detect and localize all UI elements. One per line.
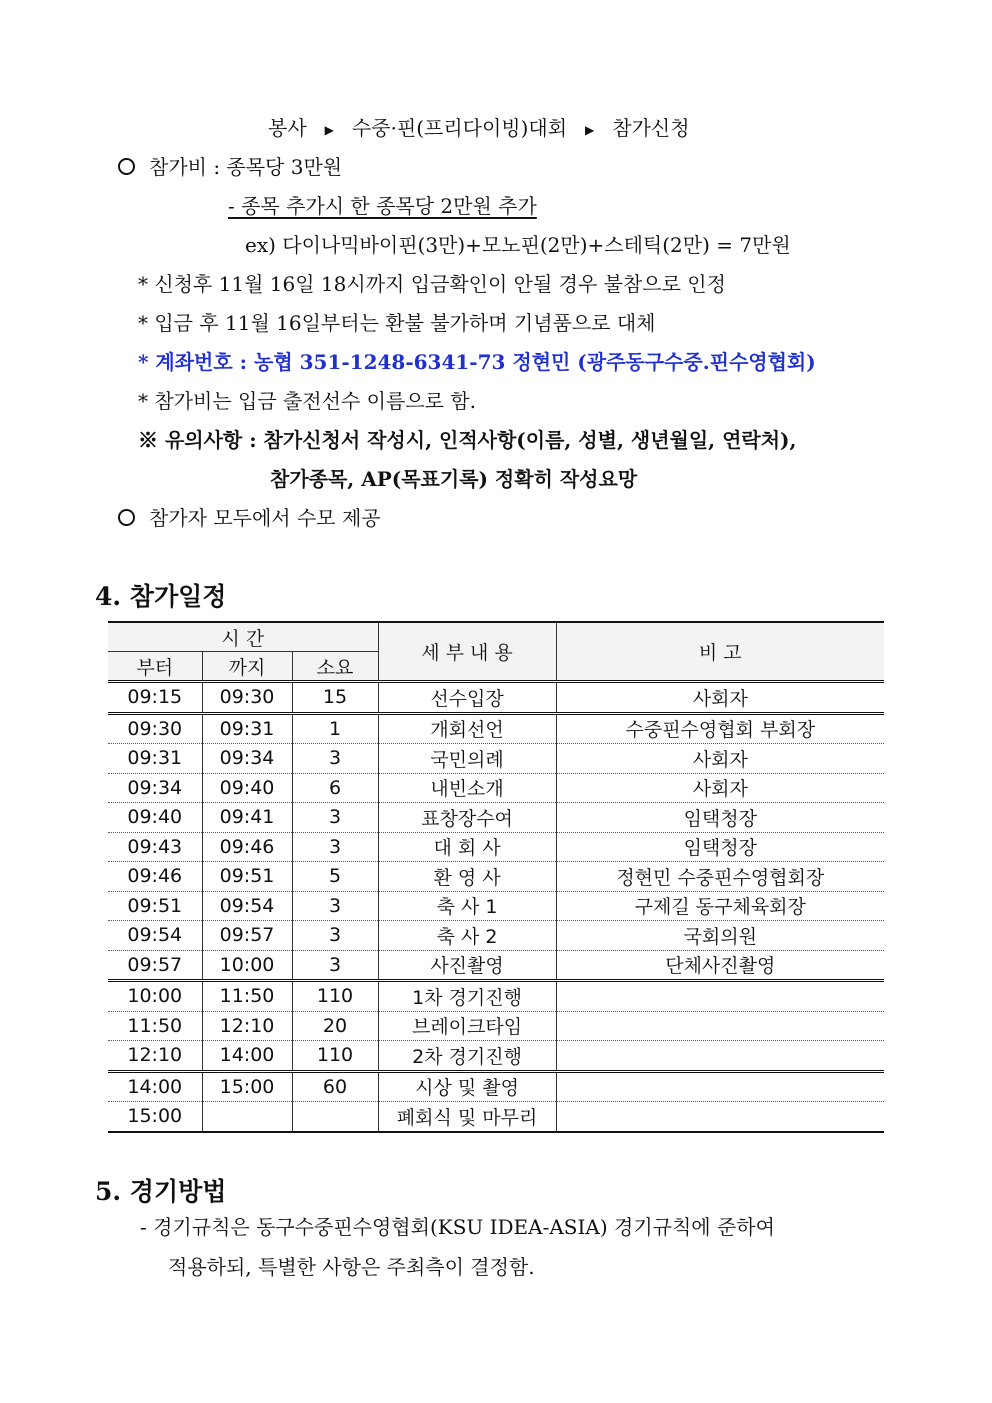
cell-detail: 국민의례 — [378, 744, 556, 774]
cell-to: 09:54 — [202, 891, 292, 921]
cell-from: 15:00 — [108, 1102, 202, 1132]
header-from: 부터 — [108, 652, 202, 682]
arrow-right-icon: ▶ — [585, 122, 595, 137]
cell-duration: 3 — [292, 744, 378, 774]
fee-note-deadline: * 신청후 11월 16일 18시까지 입금확인이 안될 경우 불참으로 인정 — [138, 272, 726, 296]
cell-duration: 5 — [292, 862, 378, 892]
cell-duration: 110 — [292, 1041, 378, 1072]
breadcrumb-part-3: 참가신청 — [612, 116, 690, 140]
circle-bullet-icon — [118, 158, 135, 175]
table-row — [108, 832, 884, 862]
cell-duration: 3 — [292, 832, 378, 862]
cell-from: 11:50 — [108, 1011, 202, 1041]
header-remark: 비 고 — [556, 622, 884, 682]
cell-remark: 구제길 동구체육회장 — [556, 891, 884, 921]
table-row — [108, 1041, 884, 1072]
fee-extra: - 종목 추가시 한 종목당 2만원 추가 — [228, 194, 537, 218]
cell-detail: 축 사 1 — [378, 891, 556, 921]
rules-line-1: - 경기규칙은 동구수중핀수영협회(KSU IDEA-ASIA) 경기규칙에 준하여 — [140, 1215, 775, 1239]
cell-remark — [556, 1071, 884, 1102]
section-5-title: 5. 경기방법 — [95, 1177, 227, 1206]
rules-line-2: 적용하되, 특별한 사항은 주최측이 결정함. — [168, 1255, 535, 1279]
cell-duration: 1 — [292, 713, 378, 744]
cell-from: 09:57 — [108, 950, 202, 981]
fee-note-refund: * 입금 후 11월 16일부터는 환불 불가하며 기념품으로 대체 — [138, 311, 656, 335]
breadcrumb-part-2: 수중·핀(프리다이빙)대회 — [351, 116, 568, 140]
table-row — [108, 744, 884, 774]
cell-to: 12:10 — [202, 1011, 292, 1041]
cell-from: 09:34 — [108, 773, 202, 803]
cell-duration — [292, 1102, 378, 1132]
cell-detail: 시상 및 촬영 — [378, 1071, 556, 1102]
cell-to: 09:51 — [202, 862, 292, 892]
table-row — [108, 713, 884, 744]
table-row — [108, 921, 884, 951]
table-row — [108, 682, 884, 714]
cell-remark: 사회자 — [556, 773, 884, 803]
caution-line-1: ※ 유의사항 : 참가신청서 작성시, 인적사항(이름, 성별, 생년월일, 연락처), — [138, 428, 797, 452]
cell-remark: 임택청장 — [556, 832, 884, 862]
cell-remark — [556, 981, 884, 1012]
cell-to — [202, 1102, 292, 1132]
cell-from: 09:30 — [108, 713, 202, 744]
circle-bullet-icon — [118, 509, 135, 526]
table-row — [108, 1011, 884, 1041]
cell-detail: 폐회식 및 마무리 — [378, 1102, 556, 1132]
cell-from: 10:00 — [108, 981, 202, 1012]
cell-to: 09:30 — [202, 682, 292, 714]
cell-detail: 2차 경기진행 — [378, 1041, 556, 1072]
cell-detail: 내빈소개 — [378, 773, 556, 803]
cell-detail: 사진촬영 — [378, 950, 556, 981]
cell-duration: 3 — [292, 803, 378, 833]
header-duration: 소요 — [292, 652, 378, 682]
table-row — [108, 773, 884, 803]
header-detail: 세 부 내 용 — [378, 622, 556, 682]
cell-from: 09:43 — [108, 832, 202, 862]
cell-to: 09:41 — [202, 803, 292, 833]
cell-from: 09:15 — [108, 682, 202, 714]
cell-from: 09:40 — [108, 803, 202, 833]
cell-detail: 브레이크타임 — [378, 1011, 556, 1041]
cell-duration: 60 — [292, 1071, 378, 1102]
table-row — [108, 803, 884, 833]
fee-main-text: 참가비 : 종목당 3만원 — [149, 155, 343, 179]
fee-example: ex) 다이나믹바이핀(3만)+모노핀(2만)+스테틱(2만) = 7만원 — [245, 233, 791, 257]
swimcap-text: 참가자 모두에서 수모 제공 — [149, 506, 381, 530]
cell-remark: 정현민 수중핀수영협회장 — [556, 862, 884, 892]
arrow-right-icon: ▶ — [324, 122, 334, 137]
cell-from: 12:10 — [108, 1041, 202, 1072]
fee-main — [118, 154, 342, 180]
breadcrumb-part-1: 봉사 — [268, 116, 307, 140]
cell-remark — [556, 1011, 884, 1041]
cell-detail: 개회선언 — [378, 713, 556, 744]
caution-line-2: 참가종목, AP(목표기록) 정확히 작성요망 — [270, 467, 638, 491]
cell-to: 10:00 — [202, 950, 292, 981]
cell-detail: 표창장수여 — [378, 803, 556, 833]
cell-duration: 110 — [292, 981, 378, 1012]
breadcrumb — [268, 115, 690, 143]
cell-to: 15:00 — [202, 1071, 292, 1102]
account-number: * 계좌번호 : 농협 351-1248-6341-73 정현민 (광주동구수중.핀수영협회) — [138, 350, 816, 374]
cell-remark: 사회자 — [556, 682, 884, 714]
cell-from: 14:00 — [108, 1071, 202, 1102]
cell-detail: 선수입장 — [378, 682, 556, 714]
table-row — [108, 1102, 884, 1132]
section-4-title: 4. 참가일정 — [95, 582, 227, 611]
cell-duration: 15 — [292, 682, 378, 714]
cell-duration: 3 — [292, 921, 378, 951]
cell-from: 09:51 — [108, 891, 202, 921]
cell-to: 09:46 — [202, 832, 292, 862]
cell-remark: 단체사진촬영 — [556, 950, 884, 981]
cell-detail: 축 사 2 — [378, 921, 556, 951]
cell-to: 09:40 — [202, 773, 292, 803]
cell-remark: 사회자 — [556, 744, 884, 774]
cell-duration: 3 — [292, 950, 378, 981]
table-row — [108, 862, 884, 892]
cell-remark — [556, 1102, 884, 1132]
cell-remark — [556, 1041, 884, 1072]
cell-duration: 6 — [292, 773, 378, 803]
table-row — [108, 981, 884, 1012]
table-row — [108, 891, 884, 921]
cell-detail: 1차 경기진행 — [378, 981, 556, 1012]
table-row — [108, 1071, 884, 1102]
cell-detail: 대 회 사 — [378, 832, 556, 862]
cell-to: 11:50 — [202, 981, 292, 1012]
cell-duration: 3 — [292, 891, 378, 921]
cell-from: 09:46 — [108, 862, 202, 892]
cell-from: 09:54 — [108, 921, 202, 951]
cell-duration: 20 — [292, 1011, 378, 1041]
cell-remark: 수중핀수영협회 부회장 — [556, 713, 884, 744]
fee-note-name: * 참가비는 입금 출전선수 이름으로 함. — [138, 389, 476, 413]
header-time: 시 간 — [108, 622, 378, 652]
cell-to: 09:34 — [202, 744, 292, 774]
swimcap-note — [118, 505, 381, 531]
cell-detail: 환 영 사 — [378, 862, 556, 892]
cell-to: 09:31 — [202, 713, 292, 744]
cell-to: 09:57 — [202, 921, 292, 951]
header-to: 까지 — [202, 652, 292, 682]
cell-remark: 국회의원 — [556, 921, 884, 951]
cell-remark: 임택청장 — [556, 803, 884, 833]
cell-to: 14:00 — [202, 1041, 292, 1072]
schedule-table — [108, 621, 884, 1133]
table-row — [108, 950, 884, 981]
cell-from: 09:31 — [108, 744, 202, 774]
